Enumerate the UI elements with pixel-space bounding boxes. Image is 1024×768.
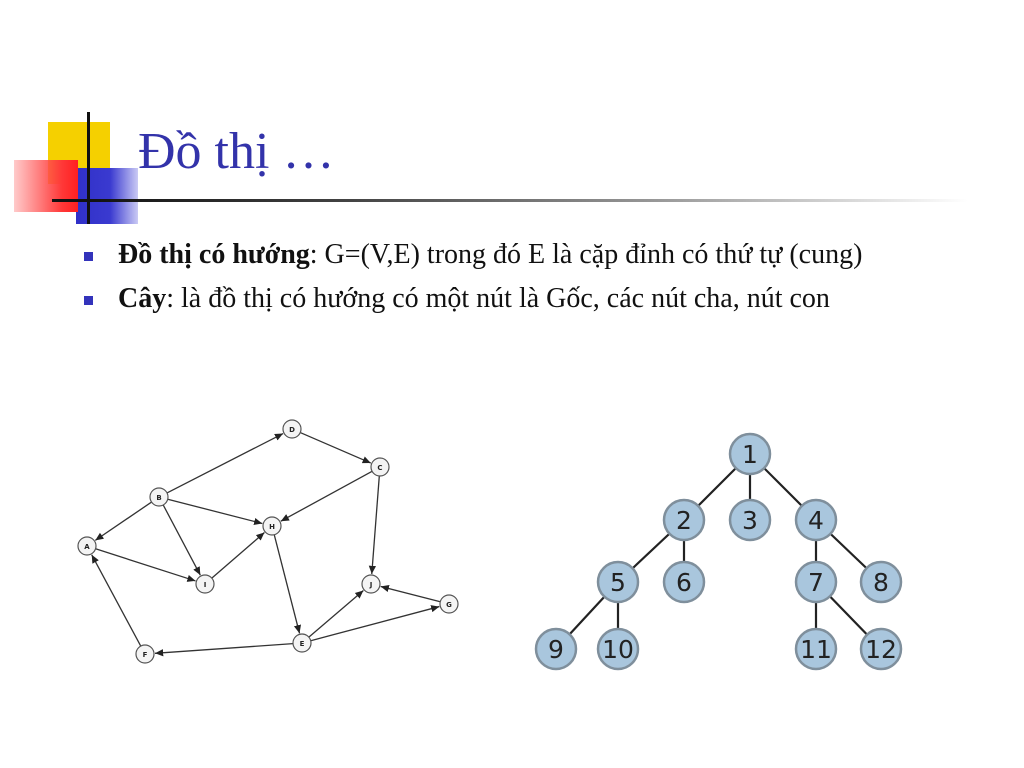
graph-edge-E-G <box>311 607 440 641</box>
graph-edge-B-D <box>167 434 283 493</box>
tree-node-10 <box>598 629 638 669</box>
graph-node-label: E <box>299 640 305 648</box>
graph-node-E <box>293 634 311 652</box>
tree-node-label: 6 <box>676 568 692 597</box>
graph-node-A <box>78 537 96 555</box>
graph-edge-G-J <box>381 586 441 601</box>
bullet-text: : là đồ thị có hướng có một nút là Gốc, các nút cha, nút con <box>166 283 830 314</box>
graph-edge-C-H <box>281 471 372 521</box>
tree-node-8 <box>861 562 901 602</box>
graph-edge-F-A <box>92 555 141 646</box>
graph-edge-E-F <box>155 644 293 654</box>
graph-node-label: I <box>203 581 207 589</box>
slide-title: Đồ thị … <box>138 123 335 180</box>
graph-node-label: B <box>156 494 162 502</box>
tree-node-label: 5 <box>610 568 626 597</box>
graph-node-F <box>136 645 154 663</box>
graph-edge-I-H <box>212 533 265 579</box>
logo-vertical-line <box>87 112 90 224</box>
tree-node-11 <box>796 629 836 669</box>
graph-node-label: D <box>289 426 295 434</box>
tree-node-1 <box>730 434 770 474</box>
graph-node-label: C <box>377 464 383 472</box>
tree-node-label: 10 <box>602 635 634 664</box>
tree-node-label: 8 <box>873 568 889 597</box>
tree-node-9 <box>536 629 576 669</box>
directed-graph-diagram <box>70 408 470 668</box>
tree-node-label: 3 <box>742 506 758 535</box>
tree-node-label: 2 <box>676 506 692 535</box>
graph-edge-E-J <box>309 590 364 637</box>
bullet-text: : G=(V,E) trong đó E là cặp đỉnh có thứ tự (cung) <box>309 239 863 270</box>
graph-edge-A-I <box>96 549 196 581</box>
title-underline <box>88 199 968 202</box>
tree-diagram <box>524 424 914 676</box>
graph-edge-B-A <box>95 502 151 540</box>
graph-node-B <box>150 488 168 506</box>
logo-blue-square <box>76 168 138 224</box>
bullet-directed-graph <box>78 236 998 274</box>
tree-node-label: 11 <box>800 635 832 664</box>
bullet-square-icon <box>84 296 93 305</box>
tree-node-3 <box>730 500 770 540</box>
graph-node-I <box>196 575 214 593</box>
tree-node-label: 12 <box>865 635 897 664</box>
graph-node-J <box>362 575 380 593</box>
bullet-list <box>78 236 998 324</box>
tree-node-6 <box>664 562 704 602</box>
graph-node-H <box>263 517 281 535</box>
tree-node-12 <box>861 629 901 669</box>
tree-node-label: 4 <box>808 506 824 535</box>
bullet-term: Cây <box>118 283 167 314</box>
bullet-tree <box>78 280 998 318</box>
tree-node-7 <box>796 562 836 602</box>
graph-node-label: J <box>369 581 373 589</box>
bullet-square-icon <box>84 252 93 261</box>
graph-node-G <box>440 595 458 613</box>
tree-node-5 <box>598 562 638 602</box>
graph-node-D <box>283 420 301 438</box>
tree-node-2 <box>664 500 704 540</box>
tree-node-4 <box>796 500 836 540</box>
graph-edge-D-C <box>300 433 371 463</box>
graph-edge-B-H <box>168 499 263 523</box>
graph-node-label: F <box>142 651 148 659</box>
graph-edge-C-J <box>372 476 380 574</box>
logo-red-square <box>14 160 78 212</box>
graph-node-C <box>371 458 389 476</box>
graph-node-label: A <box>84 543 90 551</box>
tree-node-label: 1 <box>742 440 758 469</box>
graph-edge-H-E <box>274 535 299 634</box>
tree-node-label: 7 <box>808 568 824 597</box>
graph-node-label: G <box>446 601 452 609</box>
graph-edge-B-I <box>163 505 200 575</box>
tree-node-label: 9 <box>548 635 564 664</box>
bullet-term: Đồ thị có hướng <box>118 239 310 270</box>
graph-node-label: H <box>269 523 275 531</box>
